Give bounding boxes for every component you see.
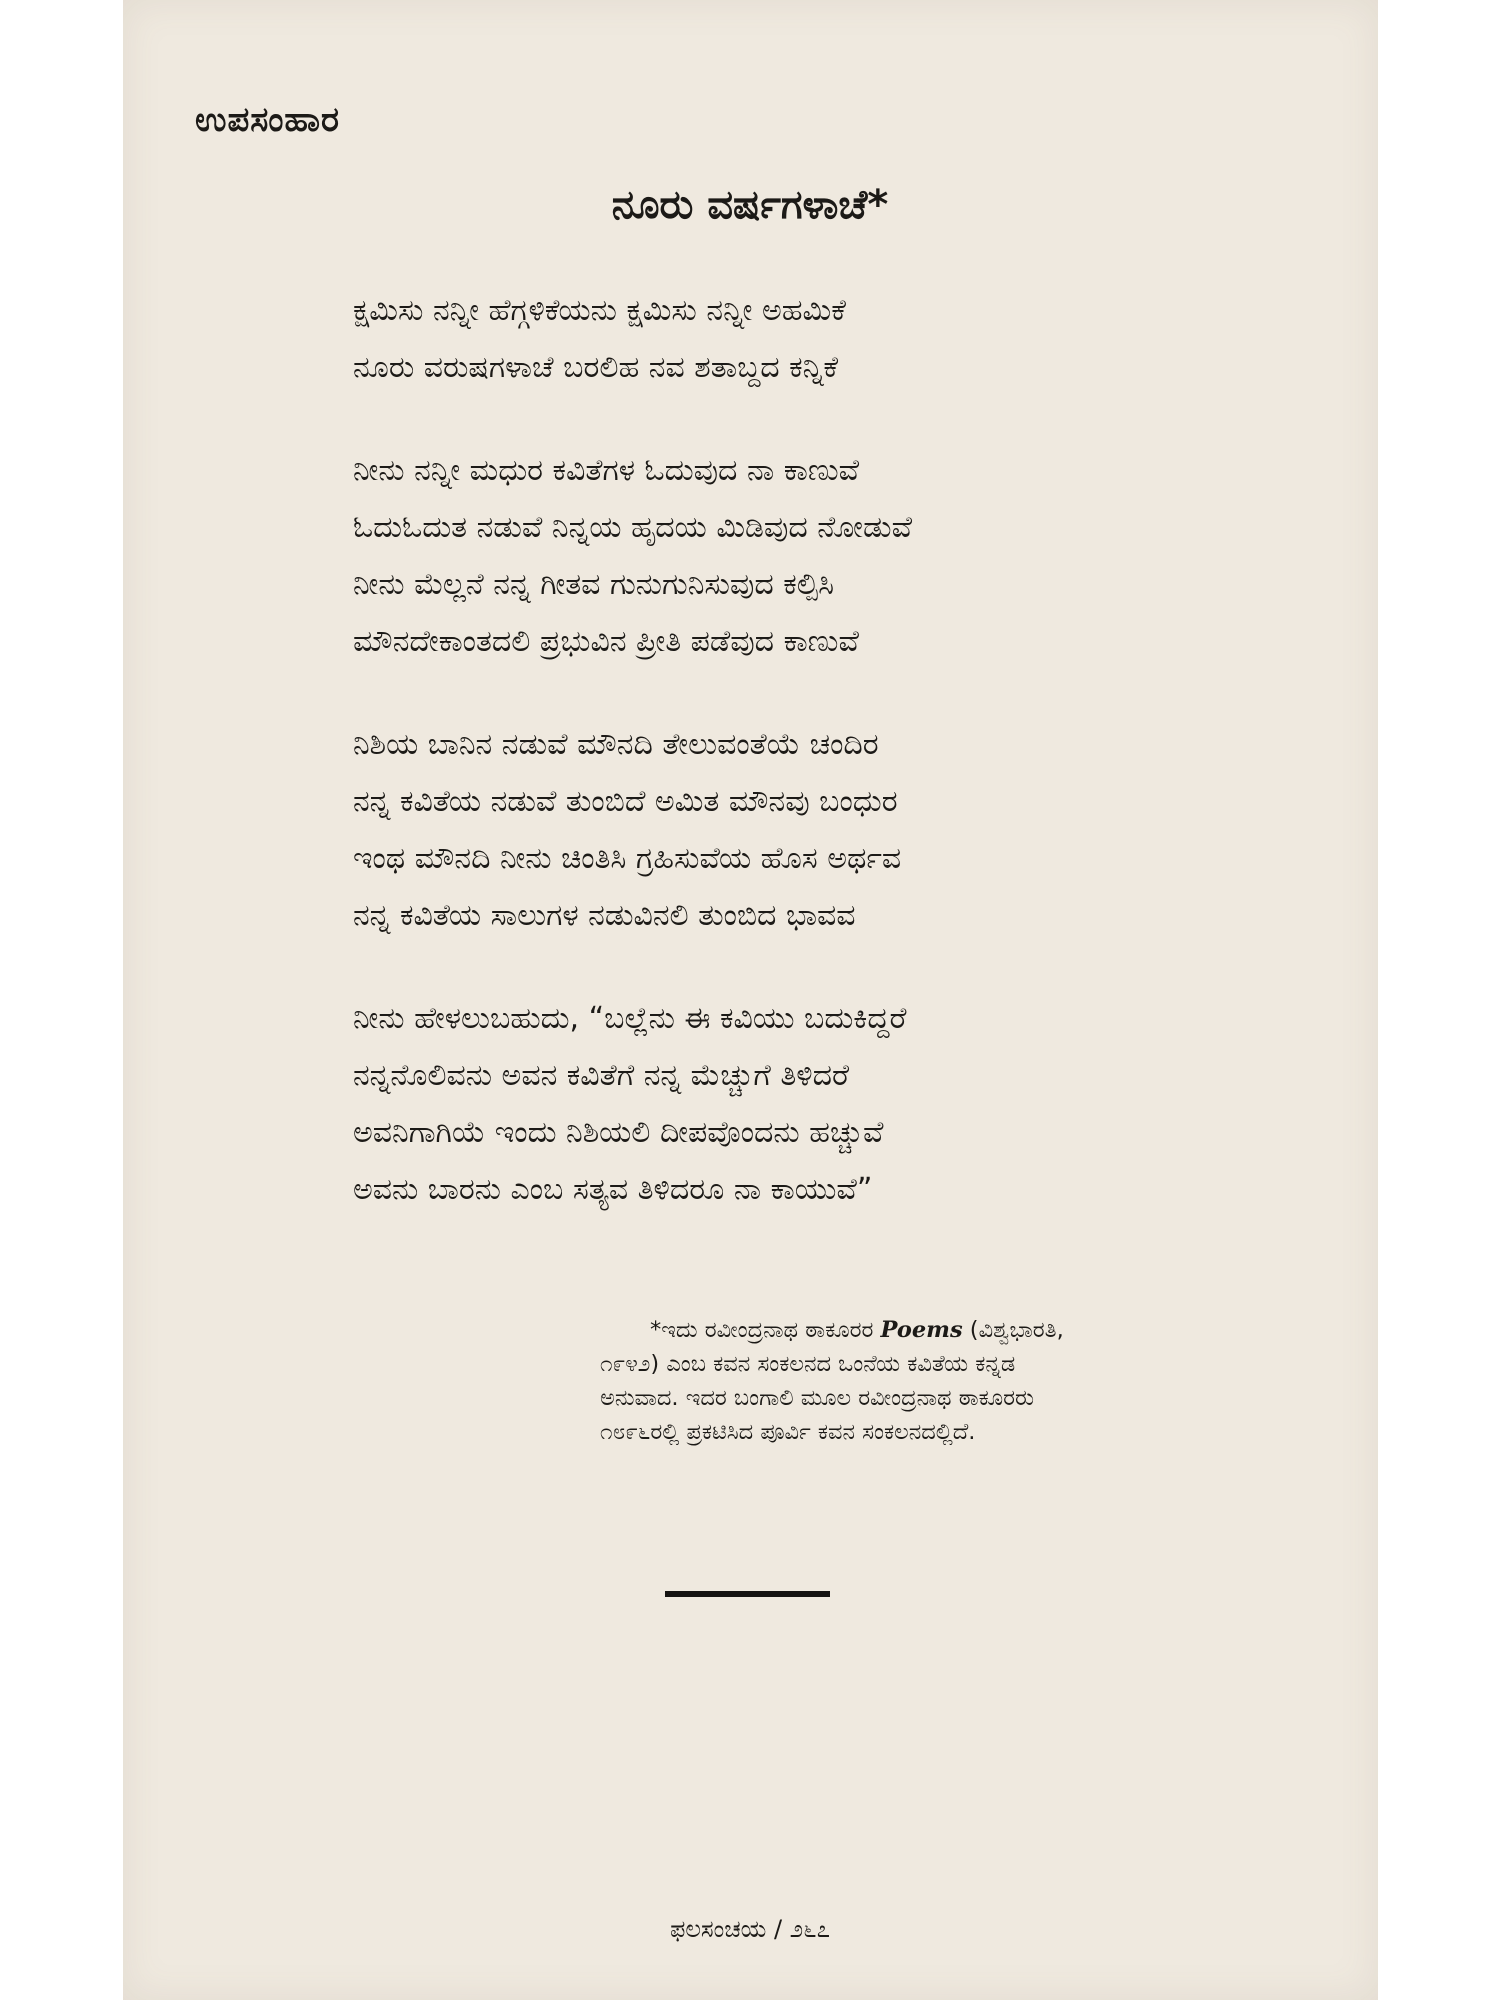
poem-line: ನನ್ನ ಕವಿತೆಯ ಸಾಲುಗಳ ನಡುವಿನಲಿ ತುಂಬಿದ ಭಾವವ [353,898,856,933]
poem-line: ನೀನು ಹೇಳಲುಬಹುದು, “ಬಲ್ಲೆನು ಈ ಕವಿಯು ಬದುಕಿದ್ದರೆ [353,1001,907,1036]
poem-line: ನಿಶಿಯ ಬಾನಿನ ನಡುವೆ ಮೌನದಿ ತೇಲುವಂತೆಯೆ ಚಂದಿರ [353,727,879,762]
page-footer: ಫಲಸಂಚಯ / ೨೬೭ [669,1915,831,1943]
poem-line: ನನ್ನನೊಲಿವನು ಅವನ ಕವಿತೆಗೆ ನನ್ನ ಮೆಚ್ಚುಗೆ ತಿಳಿದರೆ [353,1058,850,1093]
poem-line: ಓದುಓದುತ ನಡುವೆ ನಿನ್ನಯ ಹೃದಯ ಮಿಡಿವುದ ನೋಡುವೆ [353,510,913,545]
stanza-1 [353,282,1353,396]
section-label: ಉಪಸಂಹಾರ [195,100,340,140]
footnote-line: ಅನುವಾದ. ಇದರ ಬಂಗಾಲಿ ಮೂಲ ರವೀಂದ್ರನಾಥ ಠಾಕೂರರು [600,1385,1035,1411]
poem-line: ನೀನು ಮೆಲ್ಲನೆ ನನ್ನ ಗೀತವ ಗುನುಗುನಿಸುವುದ ಕಲ್ಪಿಸಿ [353,567,835,602]
footnote-text: *ಇದು ರವೀಂದ್ರನಾಥ ಠಾಕೂರರ [650,1317,881,1343]
poem-line: ನೂರು ವರುಷಗಳಾಚೆ ಬರಲಿಹ ನವ ಶತಾಬ್ದದ ಕನ್ನಿಕೆ [353,350,839,385]
poem-line: ಅವನಿಗಾಗಿಯೆ ಇಂದು ನಿಶಿಯಲಿ ದೀಪವೊಂದನು ಹಚ್ಚುವೆ [353,1115,884,1150]
footnote [600,1313,1320,1449]
stanza-4 [353,990,1353,1218]
footnote-text: (ವಿಶ್ವಭಾರತಿ, [962,1317,1064,1343]
footnote-line: ೧೮೯೬ರಲ್ಲಿ ಪ್ರಕಟಿಸಿದ ಪೂರ್ವಿ ಕವನ ಸಂಕಲನದಲ್ಲಿದೆ. [600,1419,976,1445]
poem-line: ಅವನು ಬಾರನು ಎಂಬ ಸತ್ಯವ ತಿಳಿದರೂ ನಾ ಕಾಯುವೆ” [353,1172,873,1207]
poem-line: ನೀನು ನನ್ನೀ ಮಧುರ ಕವಿತೆಗಳ ಓದುವುದ ನಾ ಕಾಣುವೆ [353,453,860,488]
poem-body [353,282,1353,1264]
poem-line: ಕ್ಷಮಿಸು ನನ್ನೀ ಹೆಗ್ಗಳಿಕೆಯನು ಕ್ಷಮಿಸು ನನ್ನೀ ಅಹಮಿಕೆ [353,293,846,328]
footnote-line [600,1313,1320,1347]
poem-title: ನೂರು ವರ್ಷಗಳಾಚೆ* [611,182,889,228]
section-divider [665,1591,830,1597]
footnote-line: ೧೯೪೨) ಎಂಬ ಕವನ ಸಂಕಲನದ ಒಂನೆಯ ಕವಿತೆಯ ಕನ್ನಡ [600,1351,1016,1377]
stanza-3 [353,716,1353,944]
footnote-book-title: Poems [880,1317,963,1343]
poem-line: ನನ್ನ ಕವಿತೆಯ ನಡುವೆ ತುಂಬಿದೆ ಅಮಿತ ಮೌನವು ಬಂಧುರ [353,784,898,819]
stanza-2 [353,442,1353,670]
poem-line: ಇಂಥ ಮೌನದಿ ನೀನು ಚಿಂತಿಸಿ ಗ್ರಹಿಸುವೆಯ ಹೊಸ ಅರ್ಥವ [353,841,902,876]
poem-line: ಮೌನದೇಕಾಂತದಲಿ ಪ್ರಭುವಿನ ಪ್ರೀತಿ ಪಡೆವುದ ಕಾಣುವೆ [353,624,859,659]
